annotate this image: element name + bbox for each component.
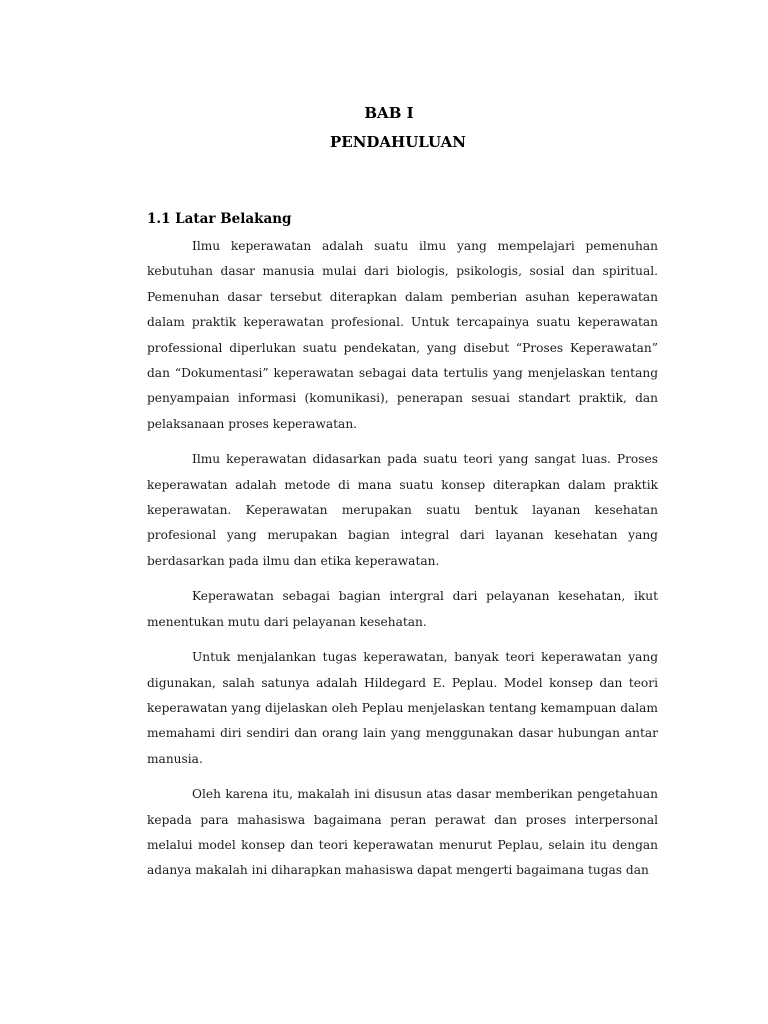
paragraph-1: Ilmu keperawatan adalah suatu ilmu yang mempelajari pemenuhan kebutuhan dasar manusia mulai dari biologis, psikologis, sosial dan spiritual. Pemenuhan dasar tersebut diterapkan dalam pemberian asuhan keperawatan dalam praktik keperawatan profesional. Untuk tercapainya suatu keperawatan professional diperlukan suatu pendekatan, yang disebut “Proses Keperawatan” dan “Dokumentasi” keperawatan sebagai data tertulis yang menjelaskan tentang penyampaian informasi (komunikasi), penerapan sesuai standart praktik, dan pelaksanaan proses keperawatan. xyxy=(147,239,658,431)
chapter-number: BAB I xyxy=(364,104,414,122)
chapter-title: PENDAHULUAN xyxy=(329,133,467,151)
paragraph-3: Keperawatan sebagai bagian intergral dari pelayanan kesehatan, ikut menentukan mutu dari pelayanan kesehatan. xyxy=(147,589,658,629)
paragraph-5: Oleh karena itu, makalah ini disusun atas dasar memberikan pengetahuan kepada para mahasiswa bagaimana peran perawat dan proses interpersonal melalui model konsep dan teori keperawatan menurut Peplau, selain itu dengan adanya makalah ini diharapkan mahasiswa dapat mengerti bagaimana tugas dan xyxy=(147,787,658,878)
paragraph-4: Untuk menjalankan tugas keperawatan, banyak teori keperawatan yang digunakan, salah satunya adalah Hildegard E. Peplau. Model konsep dan teori keperawatan yang dijelaskan oleh Peplau menjelaskan tentang kemampuan dalam memahami diri sendiri dan orang lain yang menggunakan dasar hubungan antar manusia. xyxy=(147,650,658,766)
section-heading: 1.1 Latar Belakang xyxy=(147,211,292,227)
paragraph-2: Ilmu keperawatan didasarkan pada suatu teori yang sangat luas. Proses keperawatan adalah metode di mana suatu konsep diterapkan dalam praktik keperawatan. Keperawatan merupakan suatu bentuk layanan kesehatan profesional yang merupakan bagian integral dari layanan kesehatan yang berdasarkan pada ilmu dan etika keperawatan. xyxy=(147,452,658,568)
body-text xyxy=(147,234,658,894)
